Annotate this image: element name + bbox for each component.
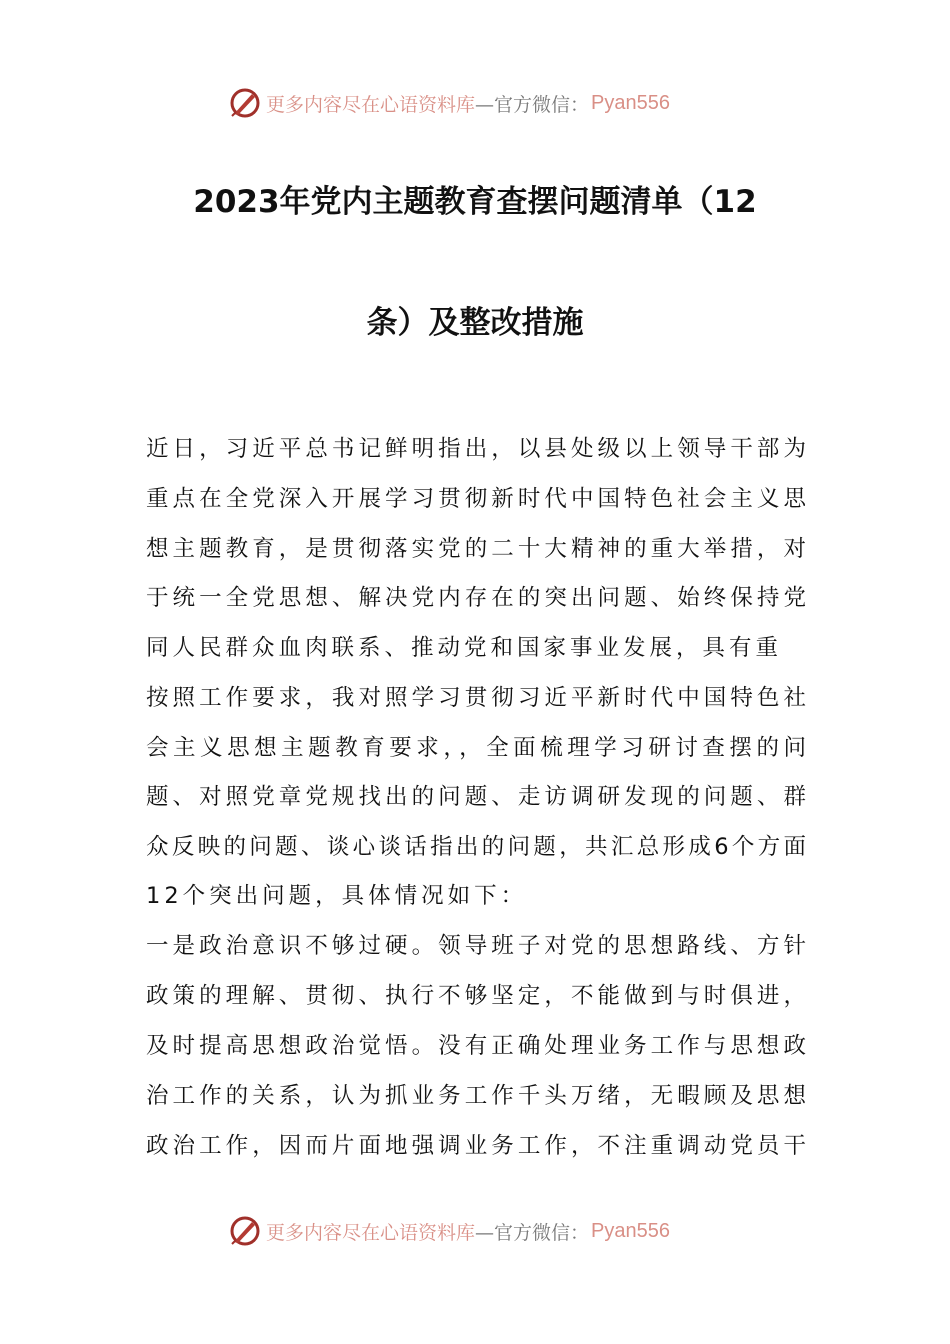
document-title-line-1: 2023年党内主题教育查摆问题清单（12 — [193, 184, 757, 220]
body-line: 治工作的关系，认为抓业务工作千头万绪，无暇顾及思想 — [146, 1083, 806, 1109]
watermark-dash: —官方微信： — [475, 93, 590, 116]
body-line: 众反映的问题、谈心谈话指出的问题，共汇总形成6个方面 — [146, 834, 806, 860]
footer-watermark — [228, 1213, 718, 1249]
body-line: 于统一全党思想、解决党内存在的突出问题、始终保持党 — [146, 585, 806, 611]
body-line: 政治工作，因而片面地强调业务工作，不注重调动党员干 — [146, 1133, 806, 1159]
header-watermark — [228, 85, 718, 121]
body-line: 按照工作要求，我对照学习贯彻习近平新时代中国特色社 — [146, 685, 806, 711]
document-title-line-2: 条）及整改措施 — [366, 305, 584, 341]
watermark-site: 更多内容尽在心语资料库 — [266, 93, 476, 116]
watermark-dash: —官方微信： — [475, 1221, 590, 1244]
watermark-account: Pyan556 — [591, 1219, 670, 1242]
body-line: 同人民群众血肉联系、推动党和国家事业发展，具有重 — [146, 635, 783, 661]
body-line: 会主义思想主题教育要求，，全面梳理学习研讨查摆的问 — [146, 735, 806, 761]
body-line: 想主题教育，是贯彻落实党的二十大精神的重大举措，对 — [146, 536, 806, 562]
body-line: 近日，习近平总书记鲜明指出，以县处级以上领导干部为 — [146, 436, 806, 462]
quill-logo-icon — [228, 86, 262, 120]
body-line: 一是政治意识不够过硬。领导班子对党的思想路线、方针 — [146, 933, 806, 959]
watermark-site: 更多内容尽在心语资料库 — [266, 1221, 476, 1244]
body-line: 政策的理解、贯彻、执行不够坚定，不能做到与时俱进， — [146, 983, 806, 1009]
body-line: 12个突出问题，具体情况如下： — [146, 883, 528, 909]
body-line: 及时提高思想政治觉悟。没有正确处理业务工作与思想政 — [146, 1033, 806, 1059]
body-line: 题、对照党章党规找出的问题、走访调研发现的问题、群 — [146, 784, 806, 810]
quill-logo-icon — [228, 1214, 262, 1248]
body-line: 重点在全党深入开展学习贯彻新时代中国特色社会主义思 — [146, 486, 806, 512]
watermark-account: Pyan556 — [591, 91, 670, 114]
